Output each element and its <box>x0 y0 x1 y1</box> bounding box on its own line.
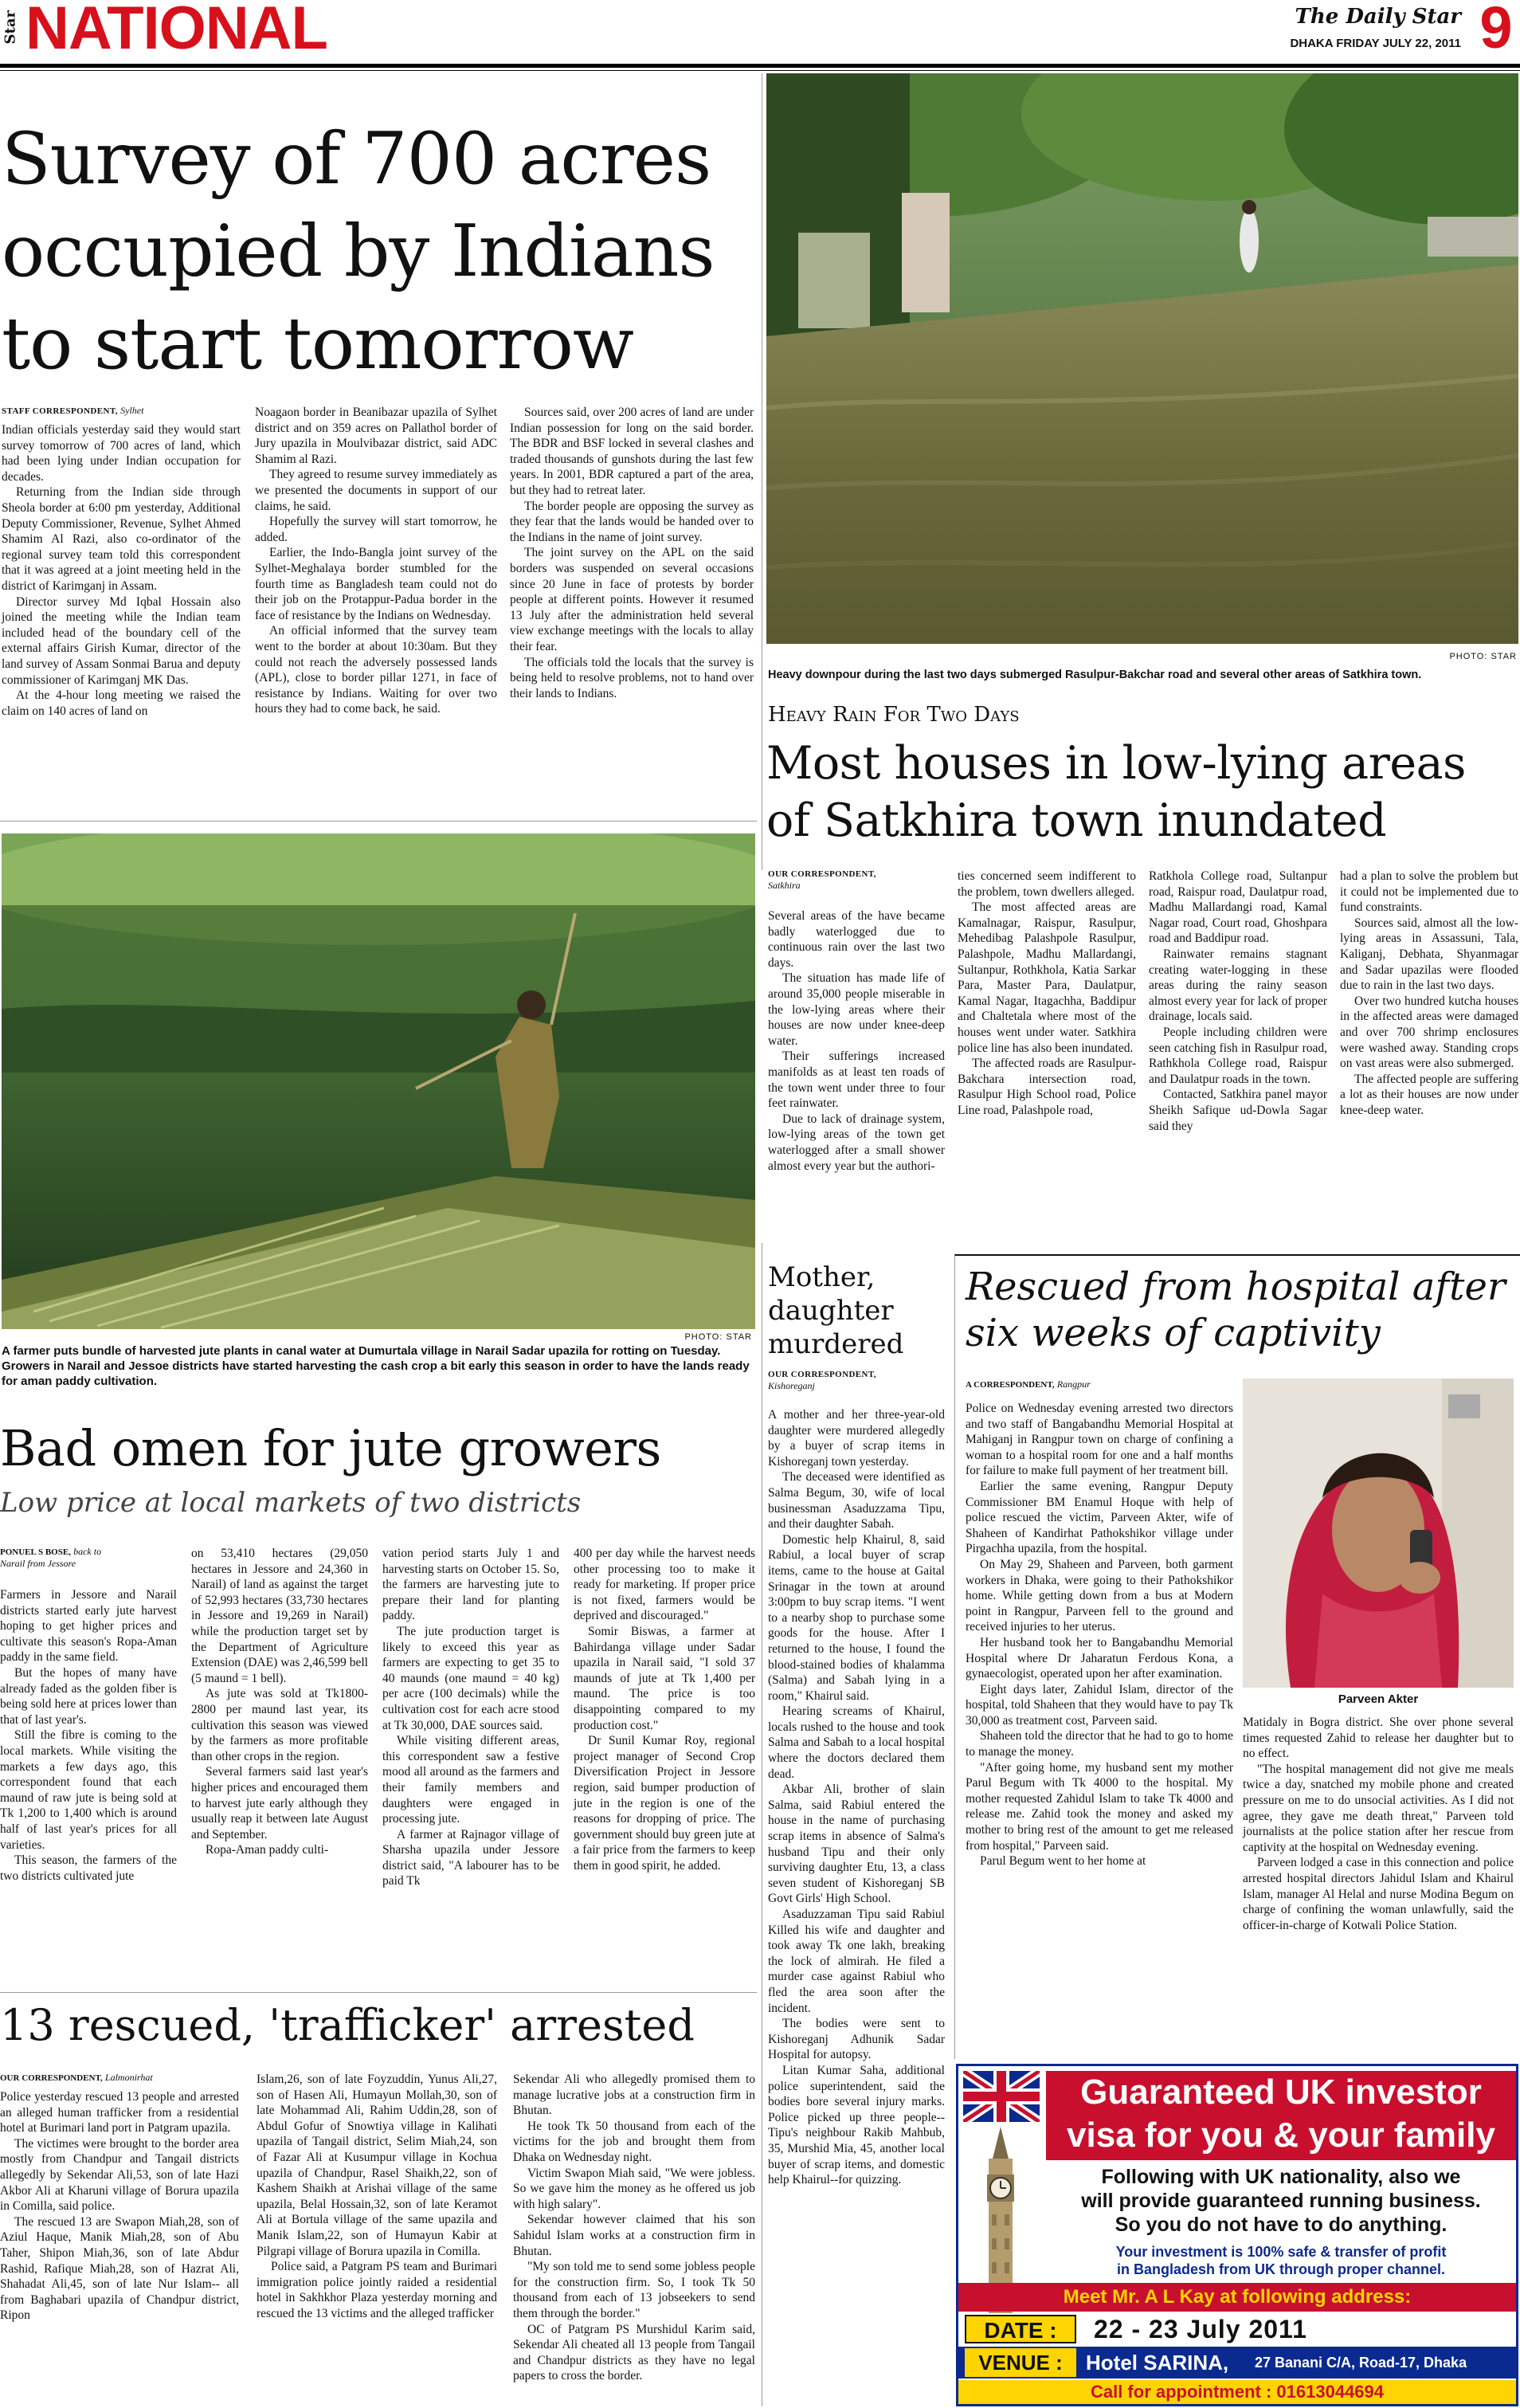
masthead-rule <box>0 64 1520 68</box>
paragraph: Police said, a Patgram PS team and Burimari immigration police jointly raided a residential hotel in Sakhkhor Plaza yesterday morning and rescued the 13 victims and the alleged trafficker <box>257 2260 497 2320</box>
paragraph: The joint survey on the APL on the said borders was suspended on several occasions since 20 June in face of protests by border people at different points. However it resumed 13 July after the administration held several view exchange meetings with the locals to allay their fear. <box>510 546 754 653</box>
paragraph: Several areas of the have became badly waterlogged due to continuous rain over the last two days. <box>768 909 945 970</box>
paragraph: Still the fibre is coming to the local markets. While visiting the markets a few days ago, this correspondent found that each maund of raw jute is being sold at Tk 1,200 to 1,400 which is around half of last year's prices for all varieties. <box>0 1728 177 1852</box>
headline-jute: Bad omen for jute growers <box>0 1419 661 1477</box>
paragraph: Shaheen told the director that he had to go to home to manage the money. <box>966 1729 1233 1759</box>
ad-body-line-1: Following with UK nationality, also we <box>1101 2166 1461 2188</box>
jute-column-3 <box>382 1546 559 1889</box>
paragraph: The jute production target is likely to exceed this year as farmers are expecting to get 35 to 40 maunds (one maund = 40 kg) per acre (100 decimals) while the cultivation cost for each acre stood at Tk 30,000, DAE sources said. <box>382 1624 559 1732</box>
paragraph: At the 4-hour long meeting we raised the claim on 140 acres of land on <box>2 688 241 718</box>
paragraph: "After going home, my husband sent my mother Parul Begum with Tk 4000 to the hospital. My mother requested Zahidul Islam to take Tk 4000 and release me. Zahid took the money and asked my mother to bring rest of the amount to get me released from hospital," Parveen said. <box>966 1760 1233 1853</box>
paragraph: Victim Swapon Miah said, "We were jobless. So we gave him the money as he offered us job with high salary". <box>513 2166 755 2211</box>
paragraph: Domestic help Khairul, 8, said Rabiul, a local buyer of scrap items, came to the house at Gaital Srinagar in the town at around 3:00pm to buy scrap items. "I went to a nearby shop to purchase some goods for the house. After I returned to the house, I found the blood-stained bodies of khalamma (Salma) and Sabah lying in a room," Khairul said. <box>768 1532 945 1703</box>
paragraph: Asaduzzaman Tipu said Rabiul Killed his wife and daughter and took away Tk one lakh, breaking the lock of almirah. He filed a murder case against Rabiul who fled the area soon after the incident. <box>768 1908 945 2015</box>
paragraph: Akbar Ali, brother of slain Salma, said Rabiul entered the house in the name of purchasing scrap items in absence of Salma's husband Tipu and their only surviving daughter Etu, 13, a class seven student of Kishoreganj SB Govt Girls' High School. <box>768 1782 945 1906</box>
paragraph: Sources said, over 200 acres of land are under Indian possession for long on the said border. The BDR and BSF locked in several clashes and traded thousands of gunshots during the last few years. In 2001, BDR captured a part of the area, but they had to retreat later. <box>510 406 754 497</box>
ad-body-line-2: will provide guaranteed running business. <box>1081 2190 1481 2212</box>
kicker-satkhira: Heavy Rain For Two Days <box>768 703 1020 727</box>
paragraph: The most affected areas are Kamalnagar, Raispur, Rasulpur, Mehedibag Palashpole Rasulpur, Palashpole, Madhu Mallardangi, Sultanpur, Rothkhola, Katia Sarkar Para, Master Para, Daulatpur, Kamal Nagar, Itagachha, Baddipur and Chaltetala where most of the houses went under water. Satkhira police line has also been inundated. <box>958 900 1136 1055</box>
paragraph: The affected roads are Rasulpur-Bakchara intersection road, Rasulpur High School road, Police Line road, Palashpole road, <box>958 1057 1136 1117</box>
subhead-jute: Low price at local markets of two districts <box>0 1487 582 1519</box>
paragraph: Parveen lodged a case in this connection and police arrested hospital directors Jahidul Islam and Khairul Islam, manager Al Helal and nurse Modina Begum on charge of confining the woman unlawfully, said the officer-in-charge of Kotwali Police Station. <box>1243 1856 1514 1932</box>
ad-venue-label: VENUE : <box>965 2348 1076 2377</box>
headline-satkhira: Most houses in low-lying areas of Satkhira town inundated <box>766 737 1466 847</box>
satkhira-column-2 <box>958 869 1136 1119</box>
byline-survey <box>2 405 241 417</box>
ad-body <box>1046 2165 1516 2237</box>
ad-body-line-3: So you do not have to do anything. <box>1115 2214 1448 2236</box>
byline-mother-name: OUR CORRESPONDENT, <box>768 1370 876 1379</box>
paragraph: Noagaon border in Beanibazar upazila of Sylhet district and on 359 acres on Pallathol border of Jury upazila in Moulvibazar district, said ADC Shamim al Razi. <box>255 406 497 466</box>
byline-rescued-place: Rangpur <box>1056 1379 1091 1390</box>
paragraph: The bodies were sent to Kishoreganj Adhunik Sadar Hospital for autopsy. <box>768 2017 945 2062</box>
ad-date-value: 22 - 23 July 2011 <box>1094 2315 1307 2343</box>
headline-survey: Survey of 700 acres occupied by Indians to start tomorrow <box>2 117 715 386</box>
flood-photo-caption: Heavy downpour during the last two days submerged Rasulpur-Bakchar road and several other areas of Satkhira town. <box>768 669 1422 681</box>
paragraph: Her husband took her to Bangabandhu Memorial Hospital where Dr Jaharatun Ferdous Kona, a gynaecologist, operated upon her after examination. <box>966 1635 1233 1681</box>
byline-satkhira <box>768 869 951 891</box>
ad-meet-banner: Meet Mr. A L Kay at following address: <box>958 2283 1516 2312</box>
byline-satkhira-name: OUR CORRESPONDENT, <box>768 869 876 879</box>
paragraph: Several farmers said last year's higher prices and encouraged them to harvest jute early although they usually reap it between late August and September. <box>191 1765 368 1841</box>
paragraph: He took Tk 50 thousand from each of the victims for the job and brought them from Dhaka on Wednesday night. <box>513 2119 755 2164</box>
rescued-column-1 <box>966 1401 1233 1869</box>
paragraph: This season, the farmers of the two districts cultivated jute <box>0 1853 177 1883</box>
jute-column-4 <box>574 1546 755 1873</box>
paragraph: "The hospital management did not give me meals twice a day, snatched my mobile phone and created pressure on me to do unsocial activities. As I did not agree, they gave me death threat," Parveen told journalists at the police station after her rescue from captivity at the hospital on Wednesday evening. <box>1243 1762 1514 1854</box>
paragraph: People including children were seen catching fish in Rasulpur road, Rathkhola College road, Raispur and Daulatpur roads in the town. <box>1149 1025 1327 1086</box>
ad-note-line-1: Your investment is 100% safe & transfer of profit <box>1115 2244 1447 2260</box>
jute-photo-credit: PHOTO: STAR <box>684 1332 752 1342</box>
paragraph: The rescued 13 are Swapon Miah,28, son of Aziul Haque, Manik Miah,28, son of Abu Taher, Shipon Miah,36, son of late Abdur Rashid, Rafique Miah,28, son of Hazrat Ali, Shahadat Ali,45, son of late Nur Islam-- all from Baghabari upazila of Chandpur district, Ripon <box>0 2214 239 2323</box>
paragraph: Their sufferings increased manifolds as at least ten roads of the town went under three to four feet rainwater. <box>768 1049 945 1111</box>
uk-visa-advertisement <box>956 2064 1518 2406</box>
paragraph: Indian officials yesterday said they would start survey tomorrow of 700 acres of land, which had been lying under Indian occupation for decades. <box>2 423 241 484</box>
section-rule <box>0 821 757 822</box>
paragraph: Police on Wednesday evening arrested two directors and two staff of Bangabandhu Memorial Hospital at Mahiganj in Rangpur town on charge of confining a woman to a hospital room for one and a half months for failure to make full payment of her treatment bill. <box>966 1402 1233 1478</box>
ad-appointment-label: Call for appointment : <box>1090 2382 1272 2402</box>
paragraph: On May 29, Shaheen and Parveen, both garment workers in Dhaka, were going to their Pathokshikor home. While getting down from a bus at Modern point in Rangpur, Parveen fell to the ground and received injuries to her uterus. <box>966 1557 1233 1634</box>
paragraph: "My son told me to send some jobless people for the construction firm. So, I took Tk 50 thousand from each of 13 jobseekers to send them through the border." <box>513 2260 755 2320</box>
byline-jute-suffix: back to <box>73 1546 102 1557</box>
ad-headline-line-1: Guaranteed UK investor <box>1080 2073 1482 2112</box>
rescued-column-2 <box>1243 1715 1514 1933</box>
paragraph: on 53,410 hectares (29,050 hectares in Jessore and 24,360 in Narail) of land as against the target of 52,993 hectares (33,730 hectares in Jessore and 19,269 in Narail) while the production target set by the Department of Agriculture Extension (DAE) was 2,46,599 bell (5 maund = 1 bell). <box>191 1547 368 1685</box>
satkhira-column-1 <box>768 908 945 1174</box>
parveen-photo-caption: Parveen Akter <box>1338 1692 1419 1706</box>
paragraph: Eight days later, Zahidul Islam, director of the hospital, told Shaheen that they would have to pay Tk 30,000 as treatment cost, Parveen said. <box>966 1682 1233 1728</box>
ad-date-row <box>958 2313 1516 2345</box>
paragraph: Due to lack of drainage system, low-lying areas of the town get waterlogged after a small shower almost every year but the authori- <box>768 1112 945 1173</box>
ad-note <box>1046 2243 1516 2278</box>
paragraph: Earlier the same evening, Rangpur Deputy Commissioner BM Enamul Hoque with help of police rescued the victim, Parveen Akter, wife of Shaheen of Kandirhat Pathokshikor village under Pirgachha upazila, from the hospital. <box>966 1479 1233 1556</box>
satkhira-column-4 <box>1340 869 1518 1119</box>
byline-mother-place: Kishoreganj <box>768 1380 815 1391</box>
paragraph: Sekendar however claimed that his son Sahidul Islam works at a construction firm in Bhutan. <box>513 2213 755 2258</box>
paragraph: Contacted, Satkhira panel mayor Sheikh Safique ud-Dowla Sagar said they <box>1149 1088 1327 1133</box>
paragraph: Police yesterday rescued 13 people and arrested an alleged human trafficker from a residential hotel at Burimari land port in Patgram upazila. <box>0 2090 239 2135</box>
paragraph: vation period starts July 1 and harvesting starts on October 15. So, the farmers are harvesting jute to prepare their land for planting paddy. <box>382 1547 559 1623</box>
ad-date-label: DATE : <box>965 2315 1076 2343</box>
paragraph: The border people are opposing the survey as they fear that the lands would be handed over to the Indians in the name of joint survey. <box>510 499 754 544</box>
star-section-logo: Star <box>2 10 19 45</box>
paragraph: Sekendar Ali who allegedly promised them to manage lucrative jobs at a construction firm in Bhutan. <box>513 2073 755 2118</box>
paragraph: The victimes were brought to the border area mostly from Chandpur and Tangail districts allegedly by Sekendar Ali,53, son of late Hazi Akbor Ali at Kharuni village of Borura upazila in Comilla, said police. <box>0 2136 239 2214</box>
satkhira-column-3 <box>1149 869 1327 1134</box>
paragraph: Islam,26, son of late Foyzuddin, Yunus Ali,27, son of Hasen Ali, Humayun Mollah,30, son of late Mohammad Ali, Rahim Uddin,28, son of Abdul Gofur of Snowtiya village in Kalihati upazila of Tangail district, Selim Miah,24, son of Fazar Ali at Kusumpur village in Kochua upazila of Chandpur, Rasel Shaikh,22, son of Kashem Shaikh at Arishai village of the same upazila, Belal Hossain,32, son of late Keramot Ali at Bortula village of the same upazila and Manik Islam,22, son of Humayun Kabir at Pilgrapi village of Borura upazila in Comilla. <box>257 2073 497 2258</box>
parveen-photo <box>1243 1379 1514 1688</box>
union-jack-icon <box>963 2071 1040 2122</box>
paragraph: Director survey Md Iqbal Hossain also joined the meeting while the Indian team included head of the boundary cell of the external affairs Girish Kumar, director of the land survey of Assam Sonmai Barua and deputy commissioner of Karimganj MK Das. <box>2 594 241 687</box>
paragraph: Dr Sunil Kumar Roy, regional project manager of Second Crop Diversification Project in Jessore region, said bumper production of jute in the region is one of the reasons for dropping of price. The government should buy green jute at a fair price from the farmers to keep them in good spirit, he added. <box>574 1734 755 1873</box>
ad-venue-value: Hotel SARINA, <box>1086 2351 1229 2375</box>
dateline: DHAKA FRIDAY JULY 22, 2011 <box>1290 37 1461 50</box>
ad-appointment-phone: 01613044694 <box>1276 2382 1385 2402</box>
byline-satkhira-place: Satkhira <box>768 880 801 891</box>
paragraph: Hearing screams of Khairul, locals rushed to the house and took Salma and Sabah to a local hospital where the doctors declared them dead. <box>768 1704 945 1781</box>
masthead <box>0 0 1520 61</box>
jute-photo-image <box>2 833 755 1329</box>
survey-column-2 <box>255 405 497 717</box>
page-number: 9 <box>1479 0 1513 61</box>
paragraph: The situation has made life of around 35,000 people miserable in the low-lying areas where their houses are now under knee-deep water. <box>768 971 945 1048</box>
paragraph: The deceased were identified as Salma Begum, 30, wife of local businessman Asaduzzama Tipu, and their daughter Sabah. <box>768 1470 945 1531</box>
headline-mother: Mother, daughter murdered <box>768 1261 904 1360</box>
masthead-rule-thin <box>0 70 1520 71</box>
survey-column-3 <box>510 405 754 701</box>
ad-headline-line-2: visa for you & your family <box>1067 2116 1495 2155</box>
byline-rescued-name: A CORRESPONDENT, <box>966 1380 1055 1390</box>
trafficker-column-3 <box>513 2072 755 2384</box>
paragraph: Earlier, the Indo-Bangla joint survey of the Sylhet-Meghalaya border stumbled for the fourth time as Bangladesh team could not do their job on the Protappur-Padua border in the face of resistance by the Indians on Wednesday. <box>255 546 497 622</box>
paragraph: Returning from the Indian side through Sheola border at 6:00 pm yesterday, Additional Deputy Commissioner, Revenue, Sylhet Ahmed Shamim Al Razi, also co-ordinator of the regional survey team told this correspondent that it was agreed at a joint meeting held in the district of Karimganj in Assam. <box>2 485 241 593</box>
byline-survey-name: STAFF CORRESPONDENT, <box>2 406 118 416</box>
byline-survey-place: Sylhet <box>120 405 144 416</box>
jute-photo <box>2 833 755 1329</box>
byline-jute <box>0 1546 175 1569</box>
paragraph: ties concerned seem indifferent to the problem, town dwellers alleged. <box>958 869 1136 899</box>
headline-trafficker: 13 rescued, 'trafficker' arrested <box>0 2000 695 2050</box>
ad-venue-row <box>958 2347 1516 2379</box>
section-title: NATIONAL <box>25 0 327 62</box>
section-rule <box>0 1992 757 1993</box>
paragraph: Over two hundred kutcha houses in the affected areas were damaged and over 700 shrimp enclosures were washed away. Standing crops on vast areas were also submerged. <box>1340 994 1518 1071</box>
ad-note-line-2: in Bangladesh from UK through proper channel. <box>1116 2261 1446 2277</box>
paragraph: Parul Begum went to her home at <box>980 1854 1146 1869</box>
trafficker-column-2 <box>257 2072 497 2322</box>
paragraph: OC of Patgram PS Murshidul Karim said, Sekendar Ali cheated all 13 people from Tangail and Chandpur districts as they have no legal papers to cross the border. <box>513 2322 755 2383</box>
paragraph: But the hopes of many have already faded as the golden fiber is being sold here at prices lower than that of last year's. <box>0 1665 177 1727</box>
paragraph: Farmers in Jessore and Narail districts started early jute harvest hoping to get higher prices and cultivate this season's Ropa-Aman paddy in the same field. <box>0 1588 177 1665</box>
byline-trafficker-place: Lalmonirhat <box>104 2072 153 2083</box>
ad-appointment-row <box>958 2380 1516 2404</box>
paragraph: Somir Biswas, a farmer at Bahirdanga village under Sadar upazila in Narail said, "I sold 37 maunds of jute at Tk 1,400 per maund. The price is too disappointing compared to my production cost." <box>574 1624 755 1732</box>
paragraph: 400 per day while the harvest needs other processing too to make it ready for marketing. If proper price is not fixed, farmers would be deprived and discouraged." <box>574 1547 755 1623</box>
paragraph: A mother and her three-year-old daughter were murdered allegedly by a buyer of scrap items in Kishoreganj town yesterday. <box>768 1408 945 1469</box>
paragraph: Hopefully the survey will start tomorrow, he added. <box>255 515 497 544</box>
headline-rescued: Rescued from hospital after six weeks of captivity <box>966 1265 1506 1355</box>
byline-mother <box>768 1369 935 1391</box>
parveen-photo-image <box>1243 1379 1514 1688</box>
flood-photo-credit: PHOTO: STAR <box>1449 652 1517 661</box>
paragraph: Ropa-Aman paddy culti- <box>206 1843 329 1857</box>
paragraph: They agreed to resume survey immediately as we presented the documents in support of our claims, he said. <box>255 468 497 513</box>
flood-photo-image <box>766 73 1518 644</box>
paragraph: Litan Kumar Saha, additional police superintendent, said the bodies bore several injury marks. Police picked up three people--Tipu's neighbour Rakib Mahbub, 35, Murshid Mia, 45, another local buyer of scrap items, and domestic help Khairul--for quizzing. <box>768 2063 945 2187</box>
byline-jute-name: PONUEL S BOSE, <box>0 1547 71 1557</box>
byline-trafficker <box>0 2072 239 2084</box>
paragraph: had a plan to solve the problem but it could not be implemented due to fund constraints. <box>1340 869 1518 915</box>
ad-venue-address: 27 Banani C/A, Road-17, Dhaka <box>1255 2355 1467 2371</box>
trafficker-column-1 <box>0 2089 239 2324</box>
ad-headline <box>1046 2071 1516 2160</box>
flood-photo <box>766 73 1518 644</box>
jute-column-1 <box>0 1587 177 1884</box>
paper-name: The Daily Star <box>1295 5 1461 29</box>
paragraph: The officials told the locals that the survey is being held to resolve problems, not to hand over their lands to Indians. <box>510 655 754 700</box>
jute-photo-caption: A farmer puts bundle of harvested jute plants in canal water at Dumurtala village in Narail Sadar upazila for rotting on Tuesday. Growers in Narail and Jessoe districts have started harvesting the cash crop a bit early this season in order to have the lands ready for aman paddy cultivation. <box>2 1344 750 1388</box>
paragraph: Matidaly in Bogra district. She over phone several times requested Zahid to release her daughter but to no effect. <box>1243 1716 1514 1761</box>
survey-column-1 <box>2 422 241 719</box>
paragraph: As jute was sold at Tk1800-2800 per maund last year, its cultivation this season was viewed by the farmers as more profitable than other crops in the region. <box>191 1687 368 1763</box>
paragraph: A farmer at Rajnagor village of Sharsha upazila under Jessore district said, "A labourer has to be paid Tk <box>382 1827 559 1888</box>
paragraph: An official informed that the survey team went to the border at about 10:30am. But they could not reach the adversely possessed lands (APL), close to border pillar 1271, in face of resistance by Indians. Waiting for over two hours they had to come back, he said. <box>255 624 497 716</box>
paragraph: The affected people are suffering a lot as their houses are now under knee-deep water. <box>1340 1072 1518 1117</box>
mother-column <box>768 1407 945 2188</box>
byline-trafficker-name: OUR CORRESPONDENT, <box>0 2073 103 2083</box>
byline-rescued <box>966 1379 1205 1390</box>
jute-column-2 <box>191 1546 368 1858</box>
paragraph: Ratkhola College road, Sultanpur road, Raispur road, Daulatpur road, Madhu Mallardangi road, Kamal Nagar road, Court road, Ghoshpara road and Baddipur road. <box>1149 869 1327 946</box>
paragraph: While visiting different areas, this correspondent saw a festive mood all around as the farmers and their family members and daughters were engaged in processing jute. <box>382 1734 559 1826</box>
byline-jute-place: Narail from Jessore <box>0 1558 76 1569</box>
paragraph: Rainwater remains stagnant creating water-logging in these areas during the rainy season almost every year for lack of proper drainage, locals said. <box>1149 947 1327 1024</box>
paragraph: Sources said, almost all the low-lying areas in Assassuni, Tala, Kaliganj, Debhata, Shyanmagar and Sadar upazilas were flooded due to rain in the last two days. <box>1340 916 1518 993</box>
